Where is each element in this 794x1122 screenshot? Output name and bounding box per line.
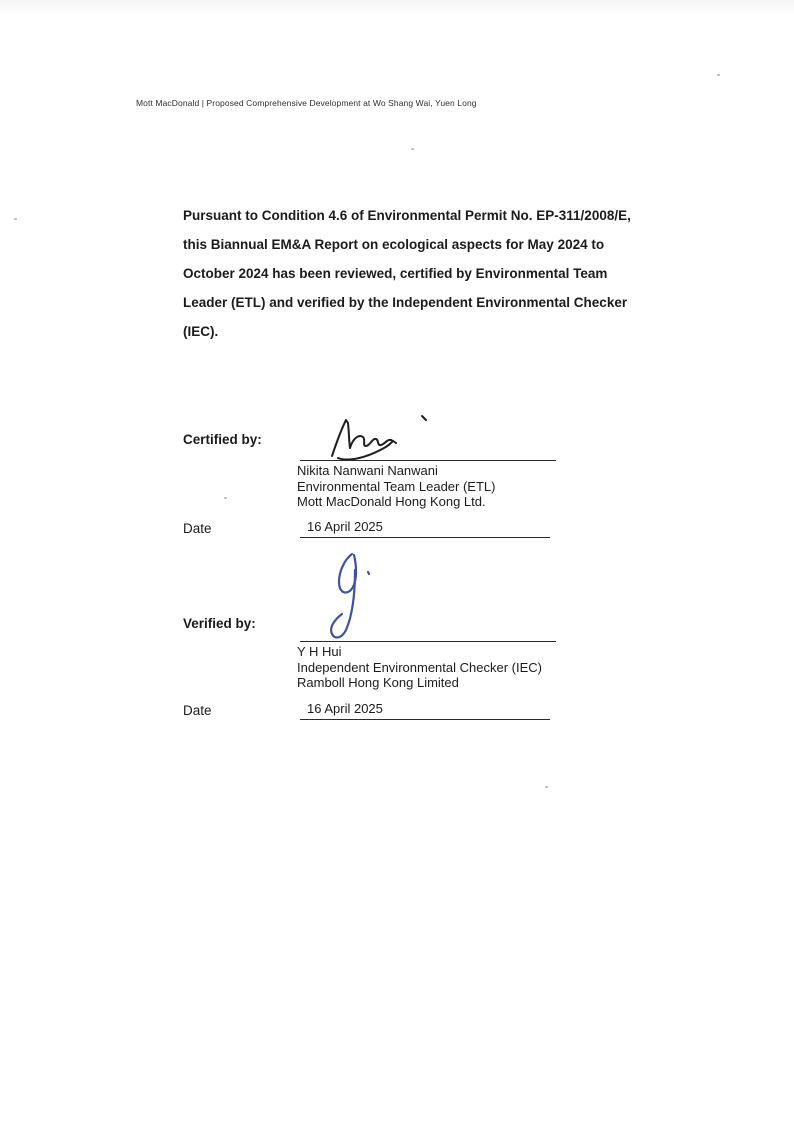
document-header: Mott MacDonald | Proposed Comprehensive Development at Wo Shang Wai, Yuen Long	[136, 98, 477, 108]
scan-speck	[411, 148, 414, 150]
certified-title: Environmental Team Leader (ETL)	[297, 478, 496, 494]
certified-date-line	[300, 537, 550, 538]
verified-date-label: Date	[183, 703, 212, 718]
scan-artifact-band	[0, 0, 794, 14]
scan-speck	[224, 497, 227, 499]
certified-name: Nikita Nanwani Nanwani	[297, 463, 438, 478]
verified-title: Independent Environmental Checker (IEC)	[297, 659, 542, 675]
certified-date-label: Date	[183, 521, 212, 536]
verified-date-value: 16 April 2025	[307, 701, 383, 716]
statement-line: Pursuant to Condition 4.6 of Environmental Permit No. EP-311/2008/E,	[183, 208, 631, 223]
statement-line: this Biannual EM&A Report on ecological aspects for May 2024 to	[183, 237, 605, 252]
verified-name: Y H Hui	[297, 644, 342, 659]
certified-by-label: Certified by:	[183, 432, 262, 447]
statement-line: October 2024 has been reviewed, certified by Environmental Team	[183, 266, 608, 281]
certified-signature-line	[300, 460, 556, 461]
certified-signature-handwriting-icon	[300, 408, 440, 464]
statement-line: (IEC).	[183, 324, 219, 339]
verified-company: Ramboll Hong Kong Limited	[297, 675, 459, 690]
scan-speck	[14, 218, 17, 220]
verified-by-label: Verified by:	[183, 616, 256, 631]
certification-statement	[183, 201, 633, 346]
scan-speck	[545, 786, 548, 788]
certified-company: Mott MacDonald Hong Kong Ltd.	[297, 494, 486, 509]
statement-line: Leader (ETL) and verified by the Independent Environmental Checker	[183, 295, 628, 310]
verified-date-line	[300, 719, 550, 720]
scan-speck	[717, 74, 720, 76]
verified-signature-handwriting-icon	[318, 550, 388, 644]
verified-signature-line	[300, 641, 556, 642]
verified-signatory-block	[297, 644, 542, 691]
certified-date-value: 16 April 2025	[307, 519, 383, 534]
certified-signatory-block	[297, 463, 495, 510]
